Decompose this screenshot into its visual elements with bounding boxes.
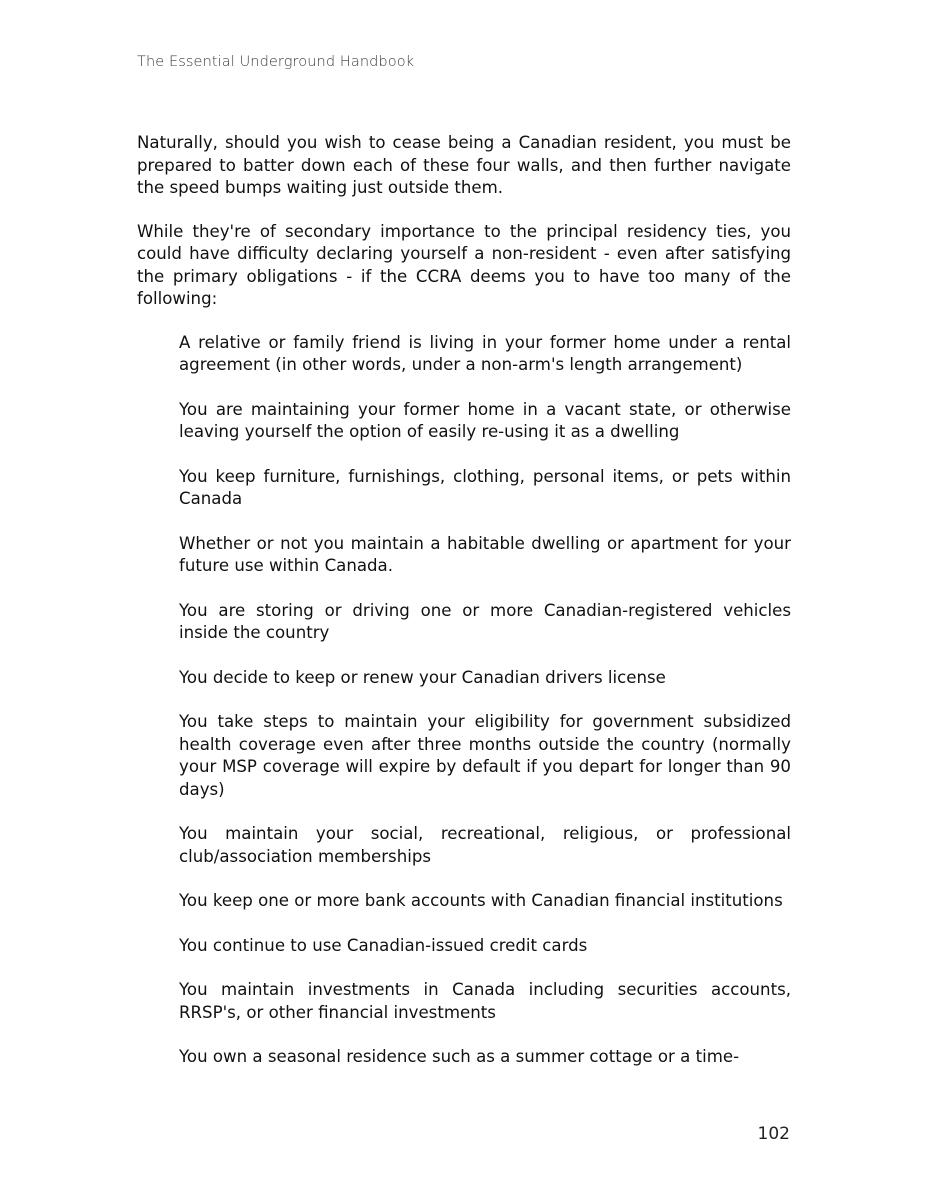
list-item: You are maintaining your former home in a vacant state, or otherwise leaving yourself the option of easily re-using it as a dwelling [179, 399, 791, 441]
list-item: You take steps to maintain your eligibility for government subsidized health coverage even after three months outside the country (normally your MSP coverage will expire by default if you depart for longer than 90 days) [179, 712, 791, 799]
list-item: You keep one or more bank accounts with Canadian financial institutions [179, 891, 783, 910]
list-item: You own a seasonal residence such as a summer cottage or a time- [179, 1047, 740, 1066]
list-item: A relative or family friend is living in your former home under a rental agreement (in other words, under a non-arm's length arrangement) [179, 332, 791, 374]
list-item: You are storing or driving one or more Canadian-registered vehicles inside the country [179, 600, 791, 642]
list-item: Whether or not you maintain a habitable dwelling or apartment for your future use within Canada. [179, 533, 791, 575]
body-paragraph-1: Naturally, should you wish to cease being a Canadian resident, you must be prepared to batter down each of these four walls, and then further navigate the speed bumps waiting just outside them. [137, 133, 791, 197]
running-header: The Essential Underground Handbook [137, 54, 415, 70]
residency-ties-list [137, 332, 791, 1069]
list-item: You decide to keep or renew your Canadian drivers license [179, 667, 666, 687]
body-paragraph-2: While they're of secondary importance to the principal residency ties, you could have difficulty declaring yourself a non-resident - even after satisfying the primary obligations - if the CCRA deems you to have too many of the following: [137, 221, 791, 308]
page-body [137, 132, 791, 1091]
page-number: 102 [757, 1124, 790, 1144]
list-item: You keep furniture, furnishings, clothing, personal items, or pets within Canada [179, 466, 791, 508]
list-item: You maintain investments in Canada including securities accounts, RRSP's, or other financial investments [179, 980, 791, 1022]
list-item: You continue to use Canadian-issued credit cards [179, 935, 588, 955]
list-item: You maintain your social, recreational, religious, or professional club/association memberships [179, 824, 791, 866]
